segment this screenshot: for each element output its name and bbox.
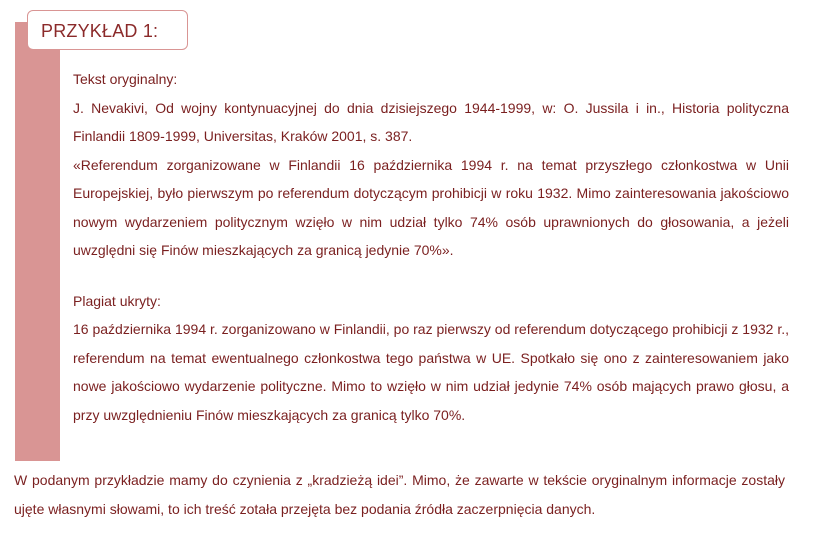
accent-stripe xyxy=(15,22,60,461)
plagiarism-label: Plagiat ukryty: xyxy=(73,292,161,309)
example-box xyxy=(15,10,809,452)
footer-paragraph-wrap xyxy=(14,466,785,523)
section-gap xyxy=(73,265,789,287)
original-source: J. Nevakivi, Od wojny kontynuacyjnej do dnia dzisiejszego 1944-1999, w: O. Jussila i in., Historia polityczna Finlandii 1809-1999, Universitas, Kraków 2001, s. 387. xyxy=(73,99,789,144)
original-quote: «Referendum zorganizowane w Finlandii 16 października 1994 r. na temat przyszłego członkostwa w Unii Europejskiej, było pierwszym po referendum dotyczącym prohibicji w roku 1932. Mimo zainteresowania jakościowo nowym wydarzeniem politycznym wzięło w nim udział tylko 74% osób uprawnionych do głosowania, a jeżeli uwzględni się Finów mieszkających za granicą jedynie 70%». xyxy=(73,156,789,258)
example-title: PRZYKŁAD 1: xyxy=(27,10,188,50)
footer-paragraph: W podanym przykładzie mamy do czynienia z „kradzieżą idei”. Mimo, że zawarte w tekście oryginalnym informacje zostały ujęte własnymi słowami, to ich treść zotała przejęta bez podania źródła zaczerpnięcia danych. xyxy=(14,472,785,517)
plagiarism-text: 16 października 1994 r. zorganizowano w Finlandii, po raz pierwszy od referendum dotyczącego prohibicji z 1932 r., referendum na temat ewentualnego członkostwa tego państwa w UE. Spotkało się ono z zainteresowaniem jako nowe jakościowo wydarzenie polityczne. Mimo to wzięło w nim udział jedynie 74% osób mających prawo głosu, a przy uwzględnieniu Finów mieszkających za granicą tylko 70%. xyxy=(73,321,789,423)
original-label: Tekst oryginalny: xyxy=(73,71,178,87)
example-content xyxy=(73,65,789,429)
